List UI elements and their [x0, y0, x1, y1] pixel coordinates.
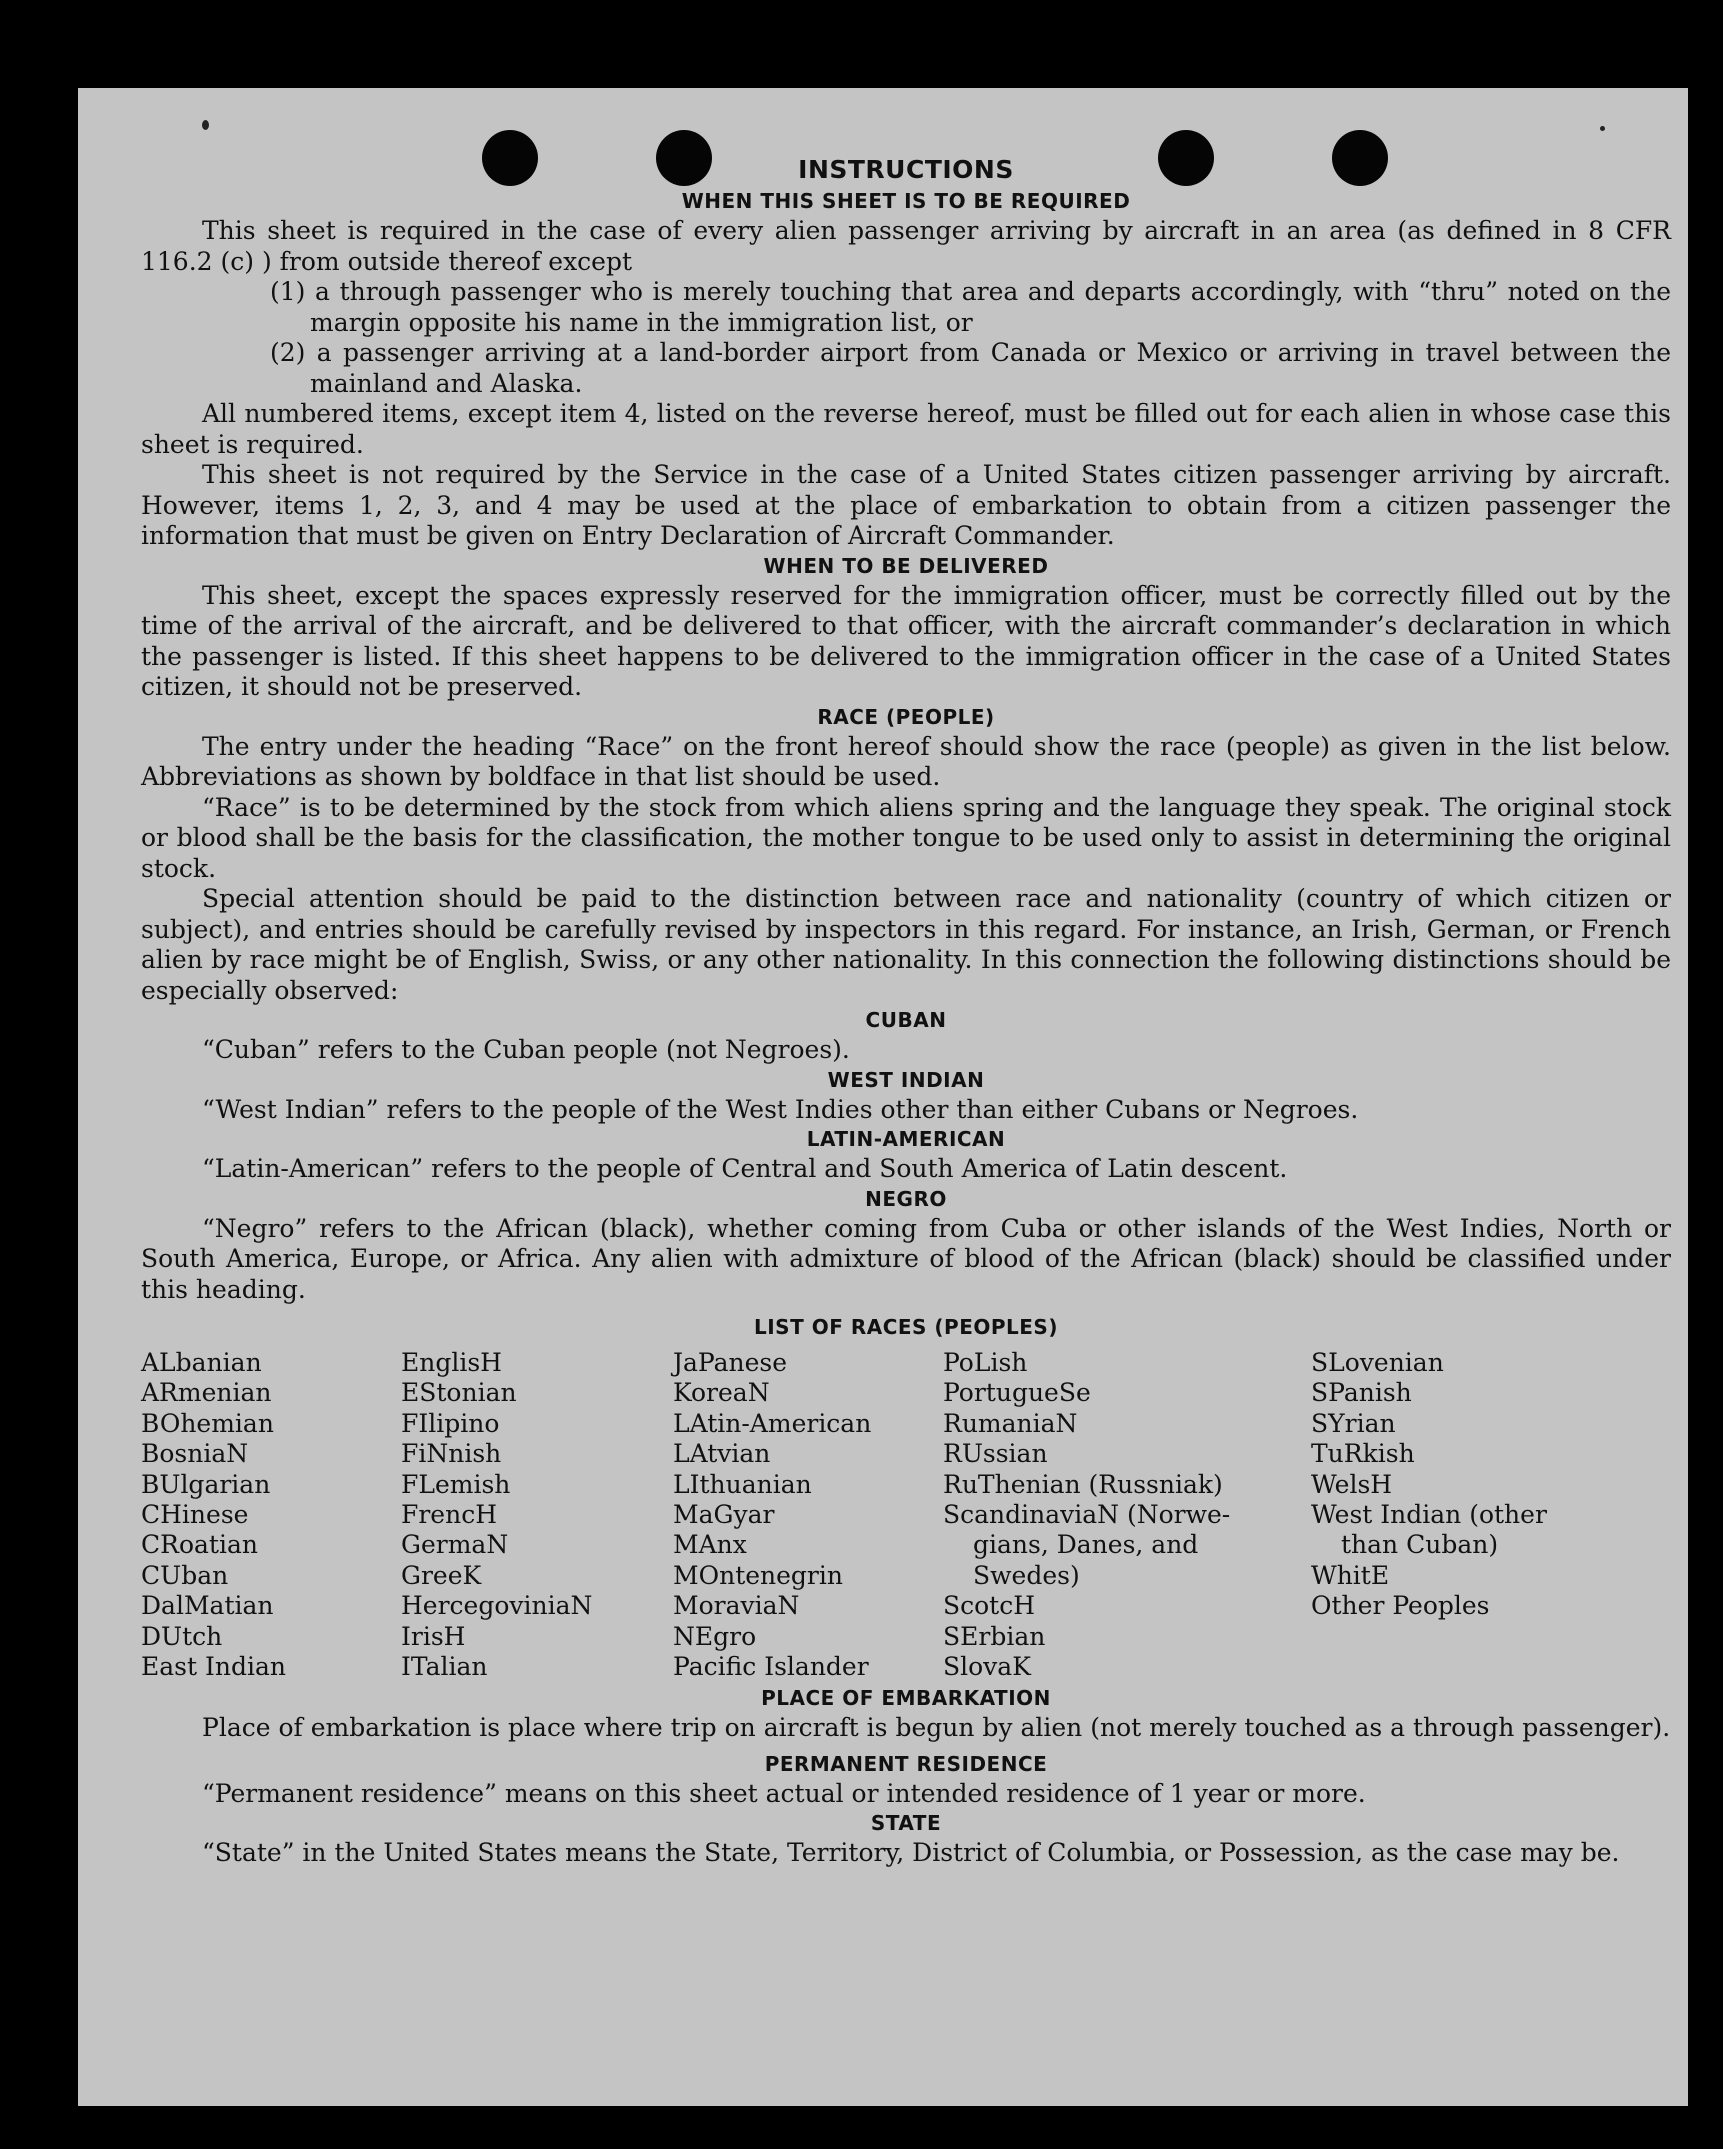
- paragraph: Place of embarkation is place where trip on aircraft is begun by alien (not merely touched as a through passenger).: [202, 1713, 1671, 1743]
- race-entry: PoLish: [943, 1348, 1028, 1377]
- heading-when-required: WHEN THIS SHEET IS TO BE REQUIRED: [681, 189, 1131, 213]
- race-entry-continued: than Cuban): [1341, 1530, 1499, 1560]
- race-entry: WhitE: [1311, 1560, 1390, 1590]
- heading-cuban: CUBAN: [865, 1008, 947, 1032]
- heading-latin-american: LATIN-AMERICAN: [806, 1127, 1006, 1151]
- race-entry: ARmenian: [141, 1378, 272, 1408]
- heading-state: STATE: [870, 1811, 942, 1836]
- race-entry: TuRkish: [1311, 1439, 1415, 1469]
- ink-speck: [202, 120, 209, 130]
- page-title: INSTRUCTIONS: [798, 155, 1014, 184]
- races-column: [401, 1348, 673, 1682]
- heading-place-of-embarkation: PLACE OF EMBARKATION: [761, 1686, 1051, 1711]
- race-entry: CUban: [141, 1560, 229, 1590]
- race-entry: KoreaN: [673, 1378, 770, 1408]
- race-entry: SErbian: [943, 1621, 1046, 1651]
- race-entry-continued: Swedes): [973, 1560, 1080, 1590]
- race-entry: FLemish: [401, 1469, 511, 1499]
- paragraph: “West Indian” refers to the people of the West Indies other than either Cubans or Negroes.: [202, 1094, 1359, 1124]
- races-column: [673, 1348, 943, 1682]
- race-entry: FiNnish: [401, 1439, 502, 1469]
- race-entry: GreeK: [401, 1560, 482, 1590]
- race-entry: ScandinaviaN (Norwe-: [943, 1500, 1231, 1530]
- race-entry: ALbanian: [141, 1348, 262, 1377]
- heading-negro: NEGRO: [865, 1186, 947, 1211]
- paragraph: “State” in the United States means the State, Territory, District of Columbia, or Possession, as the case may be.: [202, 1838, 1620, 1868]
- list-item: (2) a passenger arriving at a land-border airport from Canada or Mexico or arriving in travel between the mainland and Alaska.: [270, 338, 1671, 398]
- paragraph: All numbered items, except item 4, listed on the reverse hereof, must be filled out for each alien in whose case this sheet is required.: [141, 399, 1671, 459]
- paragraph: Special attention should be paid to the distinction between race and nationality (country of which citizen or subject), and entries should be carefully revised by inspectors in this regard. For instance, an Irish, German, or French alien by race might be of English, Swiss, or any other nationality. In this connection the following distinctions should be especially observed:: [141, 884, 1671, 1005]
- races-column: [1311, 1348, 1611, 1682]
- paragraph: “Cuban” refers to the Cuban people (not Negroes).: [202, 1035, 850, 1064]
- race-entry: BosniaN: [141, 1439, 249, 1469]
- race-entry-continued: gians, Danes, and: [973, 1530, 1199, 1560]
- race-entry: MaGyar: [673, 1500, 775, 1530]
- race-entry: LAtvian: [673, 1439, 771, 1469]
- race-entry: West Indian (other: [1311, 1500, 1547, 1530]
- race-entry: FrencH: [401, 1500, 497, 1530]
- race-entry: MOntenegrin: [673, 1560, 843, 1590]
- race-entry: RuThenian (Russniak): [943, 1469, 1223, 1499]
- race-entry: LAtin-American: [673, 1408, 872, 1438]
- race-entry: SPanish: [1311, 1378, 1412, 1408]
- race-entry: HercegoviniaN: [401, 1591, 593, 1621]
- paragraph: This sheet, except the spaces expressly reserved for the immigration officer, must be correctly filled out by the time of the arrival of the aircraft, and be delivered to that officer, with the aircraft commander’s declaration in which the passenger is listed. If this sheet happens to be delivered to the immigration officer in the case of a United States citizen, it should not be preserved.: [141, 580, 1671, 701]
- list-item: (1) a through passenger who is merely touching that area and departs accordingly, with “thru” noted on the margin opposite his name in the immigration list, or: [270, 277, 1671, 337]
- race-entry: CRoatian: [141, 1530, 258, 1560]
- races-list: [141, 1348, 1671, 1682]
- race-entry: DalMatian: [141, 1591, 274, 1621]
- race-entry: ITalian: [401, 1652, 488, 1682]
- race-entry: EnglisH: [401, 1348, 502, 1377]
- heading-permanent-residence: PERMANENT RESIDENCE: [764, 1751, 1048, 1776]
- race-entry: RumaniaN: [943, 1408, 1078, 1438]
- races-column: [943, 1348, 1311, 1682]
- race-entry: SYrian: [1311, 1408, 1396, 1438]
- race-entry: EStonian: [401, 1378, 517, 1408]
- paragraph: This sheet is not required by the Service in the case of a United States citizen passenger arriving by aircraft. However, items 1, 2, 3, and 4 may be used at the place of embarkation to obtain from a citizen passenger the information that must be given on Entry Declaration of Aircraft Commander.: [141, 460, 1671, 550]
- race-entry: East Indian: [141, 1652, 286, 1682]
- race-entry: RUssian: [943, 1439, 1048, 1469]
- race-entry: FIlipino: [401, 1408, 500, 1438]
- heading-race: RACE (PEOPLE): [817, 704, 995, 729]
- race-entry: SLovenian: [1311, 1348, 1444, 1377]
- race-entry: ScotcH: [943, 1591, 1036, 1621]
- heading-west-indian: WEST INDIAN: [827, 1067, 985, 1092]
- race-entry: WelsH: [1311, 1469, 1393, 1499]
- race-entry: JaPanese: [673, 1348, 788, 1377]
- race-entry: CHinese: [141, 1500, 249, 1530]
- heading-list-of-races: LIST OF RACES (PEOPLES): [754, 1315, 1058, 1339]
- race-entry: NEgro: [673, 1621, 757, 1651]
- paragraph: “Latin-American” refers to the people of Central and South America of Latin descent.: [202, 1154, 1288, 1183]
- race-entry: MoraviaN: [673, 1591, 800, 1621]
- race-entry: GermaN: [401, 1530, 509, 1560]
- race-entry: MAnx: [673, 1530, 747, 1560]
- race-entry: BUlgarian: [141, 1469, 271, 1499]
- race-entry: Pacific Islander: [673, 1652, 869, 1682]
- heading-when-delivered: WHEN TO BE DELIVERED: [763, 553, 1049, 578]
- ink-speck: [1600, 126, 1605, 131]
- race-entry: SlovaK: [943, 1652, 1031, 1682]
- race-entry: BOhemian: [141, 1408, 274, 1438]
- race-entry: Other Peoples: [1311, 1591, 1490, 1621]
- document-sheet: [78, 88, 1688, 2106]
- paragraph: This sheet is required in the case of every alien passenger arriving by aircraft in an area (as defined in 8 CFR 116.2 (c) ) from outside thereof except: [141, 216, 1671, 276]
- race-entry: PortugueSe: [943, 1378, 1091, 1408]
- paragraph: “Permanent residence” means on this sheet actual or intended residence of 1 year or more.: [202, 1778, 1366, 1808]
- paragraph: “Negro” refers to the African (black), whether coming from Cuba or other islands of the West Indies, North or South America, Europe, or Africa. Any alien with admixture of blood of the African (black) should be classified under this heading.: [141, 1213, 1671, 1304]
- paragraph: “Race” is to be determined by the stock from which aliens spring and the language they speak. The original stock or blood shall be the basis for the classification, the mother tongue to be used only to assist in determining the original stock.: [141, 792, 1671, 883]
- paragraph: The entry under the heading “Race” on the front hereof should show the race (people) as given in the list below. Abbreviations as shown by boldface in that list should be used.: [141, 731, 1671, 791]
- race-entry: DUtch: [141, 1621, 223, 1651]
- races-column: [141, 1348, 401, 1682]
- race-entry: IrisH: [401, 1621, 466, 1651]
- race-entry: LIthuanian: [673, 1469, 812, 1499]
- instructions-body: [141, 153, 1671, 1869]
